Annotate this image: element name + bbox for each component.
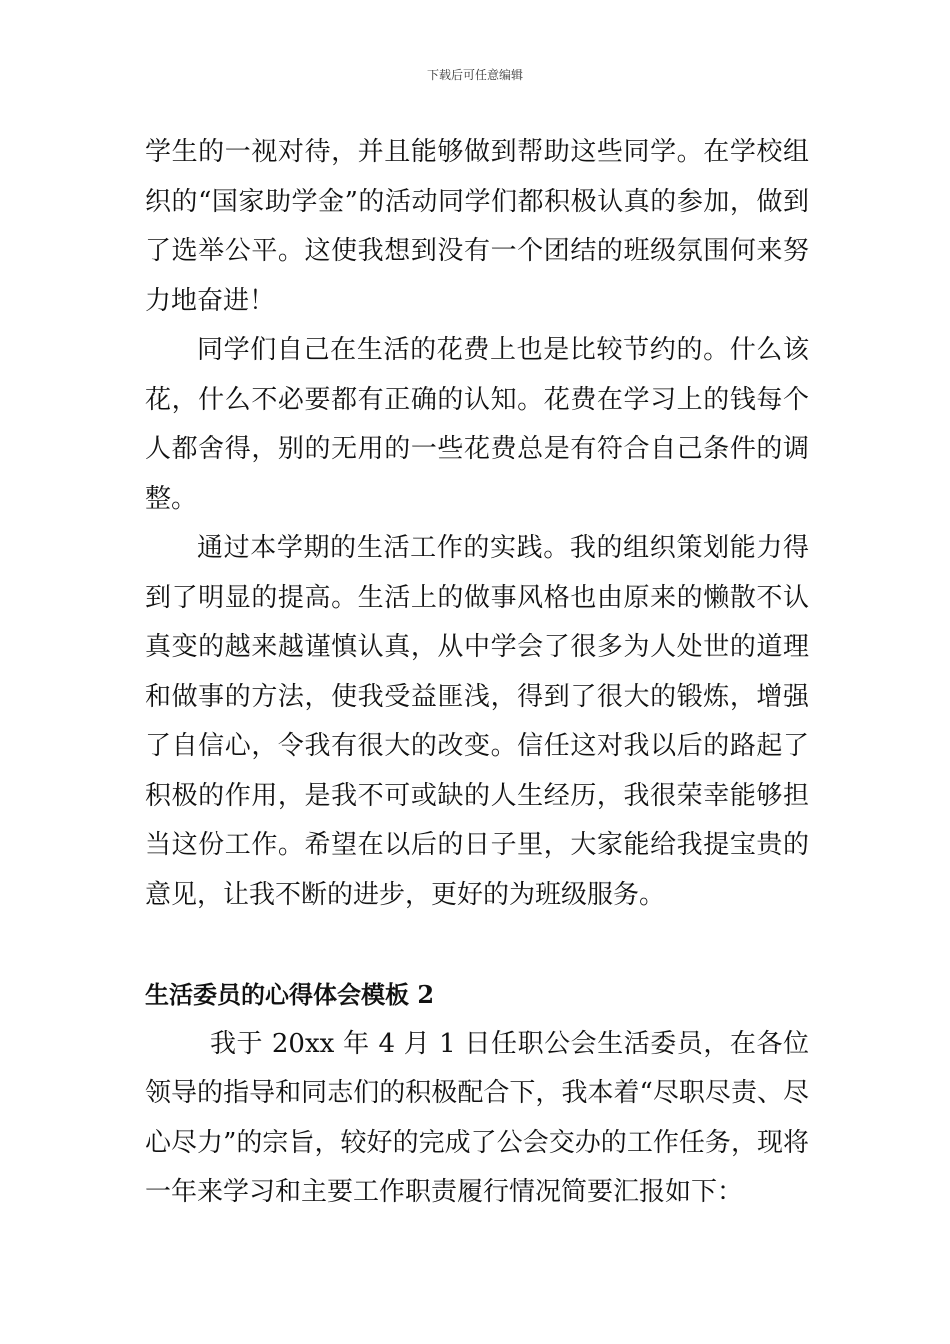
header-note: 下载后可任意编辑 [426,68,523,82]
section-title: 生活委员的心得体会模板 2 [145,980,435,1009]
document-body [145,128,809,1218]
paragraph-continuation: 学生的一视对待，并且能够做到帮助这些同学。在学校组织的“国家助学金”的活动同学们都积极认真的参加，做到了选举公平。这使我想到没有一个团结的班级氛围何来努力地奋进！ [145,137,809,316]
paragraph-introduction: 我于 20xx 年 4 月 1 日任职公会生活委员，在各位领导的指导和同志们的积极配合下，我本着“尽职尽责、尽心尽力”的宗旨，较好的完成了公会交办的工作任务，现将一年来学习和主要工作职责履行情况简要汇报如下： [145,1028,809,1207]
paragraph-experience: 通过本学期的生活工作的实践。我的组织策划能力得到了明显的提高。生活上的做事风格也由原来的懒散不认真变的越来越谨慎认真，从中学会了很多为人处世的道理和做事的方法，使我受益匪浅，得到了很大的锻炼，增强了自信心，令我有很大的改变。信任这对我以后的路起了积极的作用，是我不可或缺的人生经历，我很荣幸能够担当这份工作。希望在以后的日子里，大家能给我提宝贵的意见，让我不断的进步，更好的为班级服务。 [145,533,809,910]
paragraph-spending: 同学们自己在生活的花费上也是比较节约的。什么该花，什么不必要都有正确的认知。花费在学习上的钱每个人都舍得，别的无用的一些花费总是有符合自己条件的调整。 [145,335,809,514]
